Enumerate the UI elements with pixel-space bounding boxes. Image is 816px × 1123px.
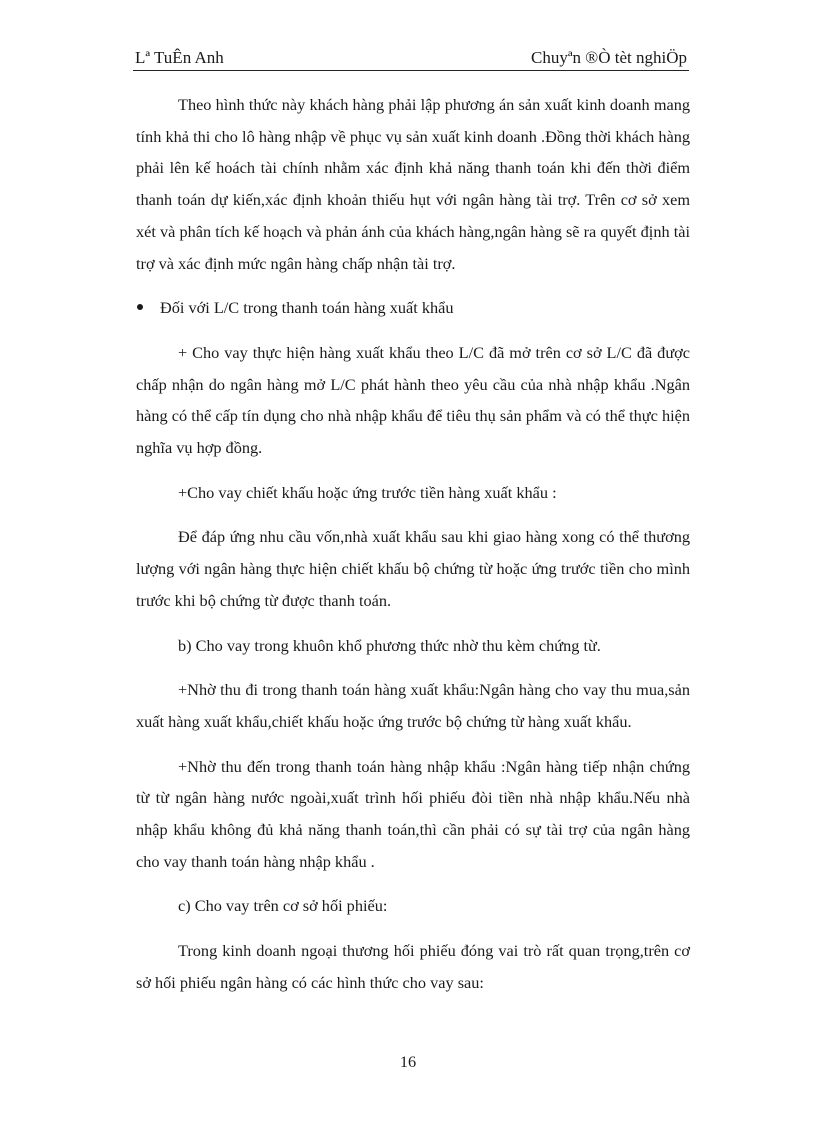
section-b-heading: b) Cho vay trong khuôn khổ phương thức nhờ thu kèm chứng từ. [178,635,601,655]
paragraph-inward-collection: +Nhờ thu đến trong thanh toán hàng nhập khẩu :Ngân hàng tiếp nhận chứng từ từ ngân hàng nước ngoài,xuất trình hối phiếu đòi tiền nhà nhập khẩu.Nếu nhà nhập khẩu không đủ khả năng thanh toán,thì cần phải có sự tài trợ của ngân hàng cho vay thanh toán hàng nhập khẩu . [136,756,690,871]
paragraph-intro: Theo hình thức này khách hàng phải lập phương án sản xuất kinh doanh mang tính khả thi cho lô hàng nhập về phục vụ sản xuất kinh doanh .Đồng thời khách hàng phải lên kế hoách tài chính nhằm xác định khả năng thanh toán khi đến thời điểm thanh toán dự kiến,xác định khoản thiếu hụt với ngân hàng tài trợ. Trên cơ sở xem xét và phân tích kế hoạch và phản ánh của khách hàng,ngân hàng sẽ ra quyết định tài trợ và xác định mức ngân hàng chấp nhận tài trợ. [136,95,690,273]
bullet-item-text: Đối với L/C trong thanh toán hàng xuất khẩu [160,298,454,318]
paragraph-lc-export-loan: + Cho vay thực hiện hàng xuất khẩu theo L/C đã mở trên cơ sở L/C đã được chấp nhận do ngân hàng mở L/C phát hành theo yêu cầu của nhà nhập khẩu .Ngân hàng có thể cấp tín dụng cho nhà nhập khẩu để tiêu thụ sản phẩm và có thể thực hiện nghĩa vụ hợp đồng. [136,342,690,458]
document-body [136,89,690,1012]
page-header [133,46,689,71]
bullet-icon [137,304,143,310]
paragraph-discount-heading: +Cho vay chiết khấu hoặc ứng trước tiền hàng xuất khẩu : [178,482,557,502]
header-author: Lª TuÊn Anh [135,48,224,67]
header-title: Chuyªn ®Ò tèt nghiÖp [531,48,687,67]
bullet-item [136,292,690,324]
section-c-heading: c) Cho vay trên cơ sở hối phiếu: [178,896,388,916]
page-number: 16 [399,1052,417,1071]
paragraph-outward-collection: +Nhờ thu đi trong thanh toán hàng xuất khẩu:Ngân hàng cho vay thu mua,sản xuất hàng xuất khẩu,chiết khấu hoặc ứng trước bộ chứng từ hàng xuất khẩu. [136,680,690,731]
paragraph-bill-of-exchange: Trong kinh doanh ngoại thương hối phiếu đóng vai trò rất quan trọng,trên cơ sở hối phiếu ngân hàng có các hình thức cho vay sau: [136,941,690,992]
paragraph-discount-body: Để đáp ứng nhu cầu vốn,nhà xuất khẩu sau khi giao hàng xong có thể thương lượng với ngân hàng thực hiện chiết khấu bộ chứng từ hoặc ứng trước tiền cho mình trước khi bộ chứng từ được thanh toán. [136,527,690,610]
